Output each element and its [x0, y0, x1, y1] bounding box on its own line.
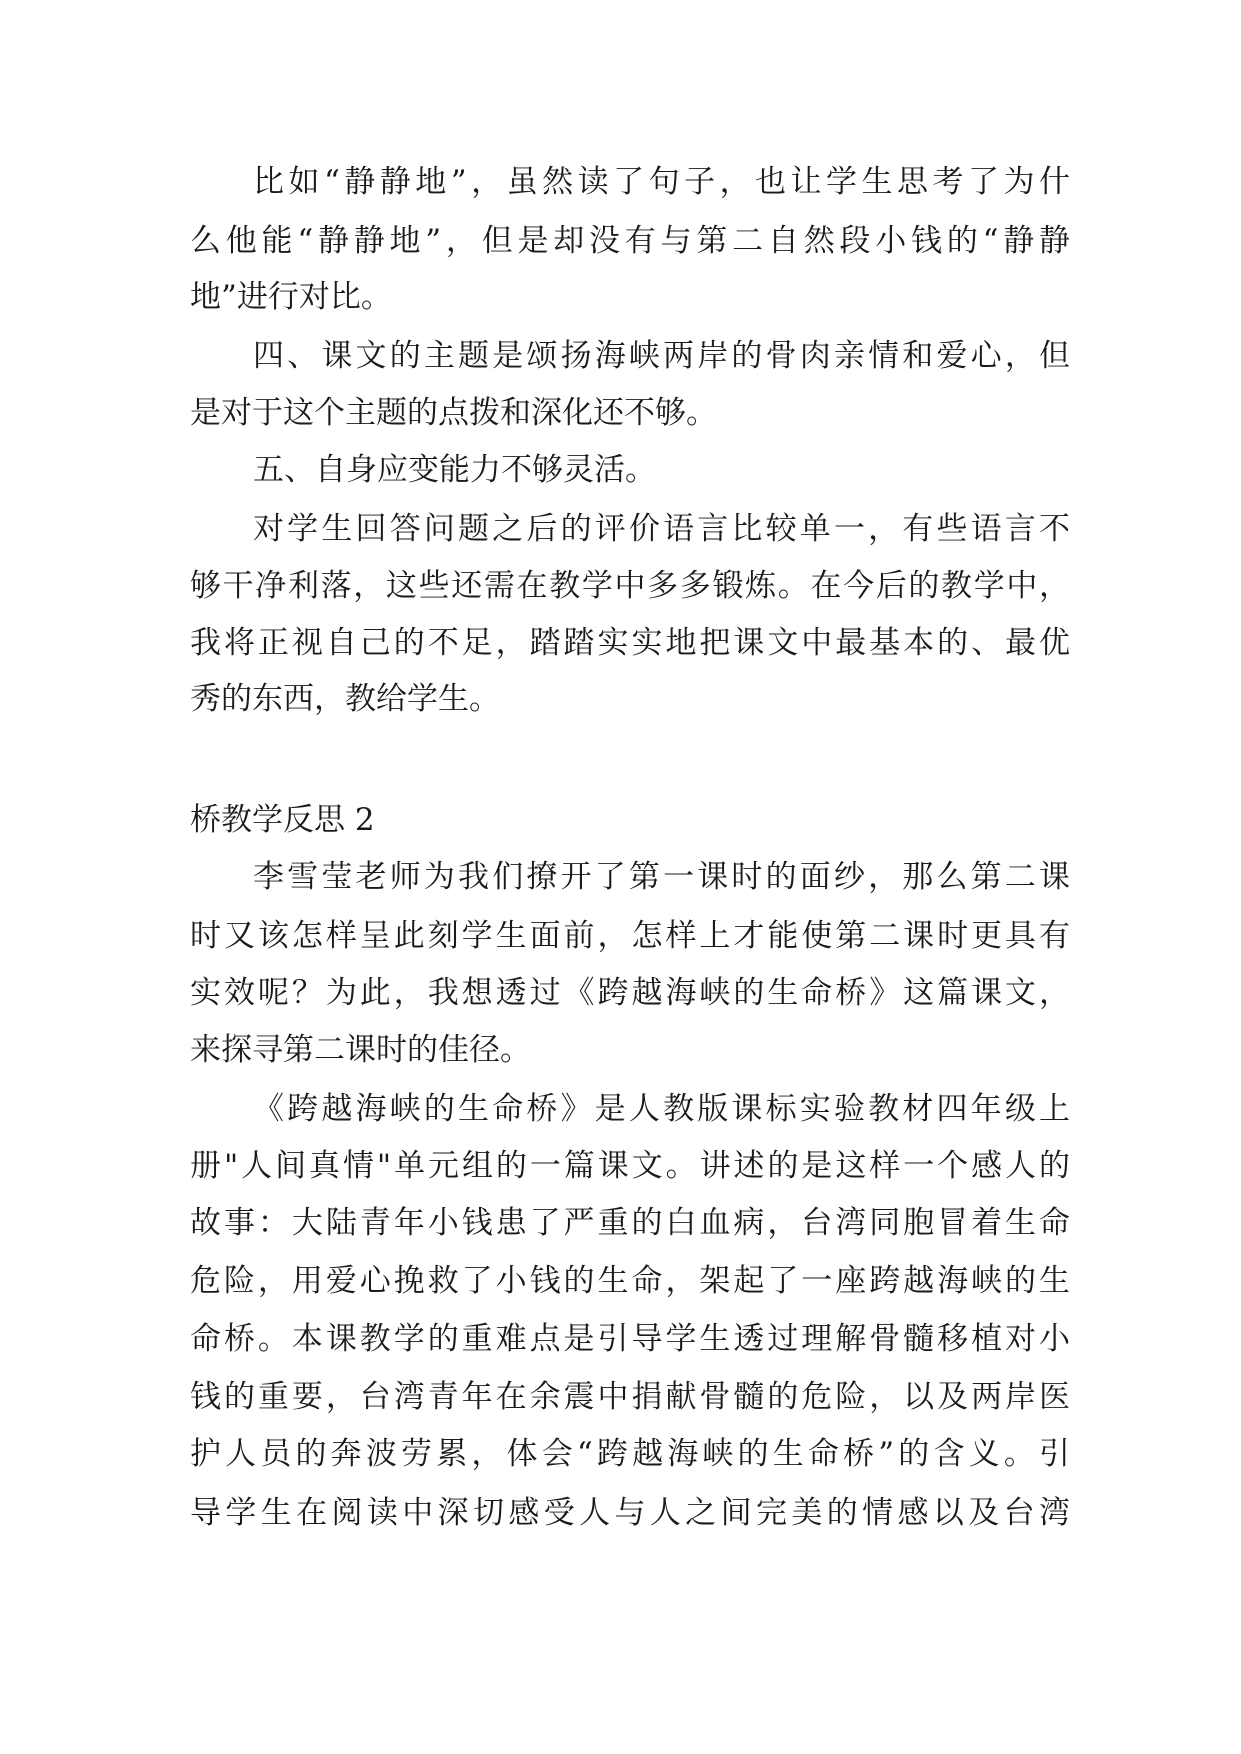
- paragraph-line: 是对于这个主题的点拨和深化还不够。: [190, 395, 717, 431]
- paragraph-line: 危险，用爱心挽救了小钱的生命，架起了一座跨越海峡的生: [190, 1263, 1070, 1299]
- paragraph-line: 护人员的奔波劳累，体会“跨越海峡的生命桥”的含义。引: [190, 1436, 1070, 1472]
- paragraph-line: 故事：大陆青年小钱患了严重的白血病，台湾同胞冒着生命: [190, 1205, 1070, 1241]
- paragraph-line: 对学生回答问题之后的评价语言比较单一，有些语言不: [253, 511, 1070, 547]
- paragraph-line: 够干净利落，这些还需在教学中多多锻炼。在今后的教学中，: [190, 568, 1070, 604]
- paragraph-line: 李雪莹老师为我们撩开了第一课时的面纱，那么第二课: [253, 859, 1070, 895]
- paragraph-line: 么他能“静静地”，但是却没有与第二自然段小钱的“静静: [190, 223, 1070, 259]
- paragraph-line: 地”进行对比。: [190, 279, 392, 315]
- paragraph-line: 来探寻第二课时的佳径。: [190, 1032, 531, 1068]
- paragraph-line: 实效呢？为此，我想透过《跨越海峡的生命桥》这篇课文，: [190, 975, 1070, 1011]
- paragraph-line: 秀的东西，教给学生。: [190, 681, 500, 717]
- section-title: 桥教学反思 2: [190, 802, 375, 838]
- paragraph-line: 钱的重要，台湾青年在余震中捐献骨髓的危险，以及两岸医: [190, 1379, 1070, 1415]
- paragraph-line: 我将正视自己的不足，踏踏实实地把课文中最基本的、最优: [190, 625, 1070, 661]
- paragraph-line: 命桥。本课教学的重难点是引导学生透过理解骨髓移植对小: [190, 1321, 1070, 1357]
- paragraph-line: 导学生在阅读中深切感受人与人之间完美的情感以及台湾: [190, 1495, 1070, 1531]
- paragraph-line: 五、自身应变能力不够灵活。: [253, 452, 656, 488]
- paragraph-line: 时又该怎样呈此刻学生面前，怎样上才能使第二课时更具有: [190, 918, 1070, 954]
- paragraph-line: 册"人间真情"单元组的一篇课文。讲述的是这样一个感人的: [190, 1148, 1070, 1184]
- paragraph-line: 比如“静静地”，虽然读了句子，也让学生思考了为什: [253, 164, 1070, 200]
- paragraph-line: 四、课文的主题是颂扬海峡两岸的骨肉亲情和爱心，但: [253, 338, 1070, 374]
- paragraph-line: 《跨越海峡的生命桥》是人教版课标实验教材四年级上: [253, 1091, 1070, 1127]
